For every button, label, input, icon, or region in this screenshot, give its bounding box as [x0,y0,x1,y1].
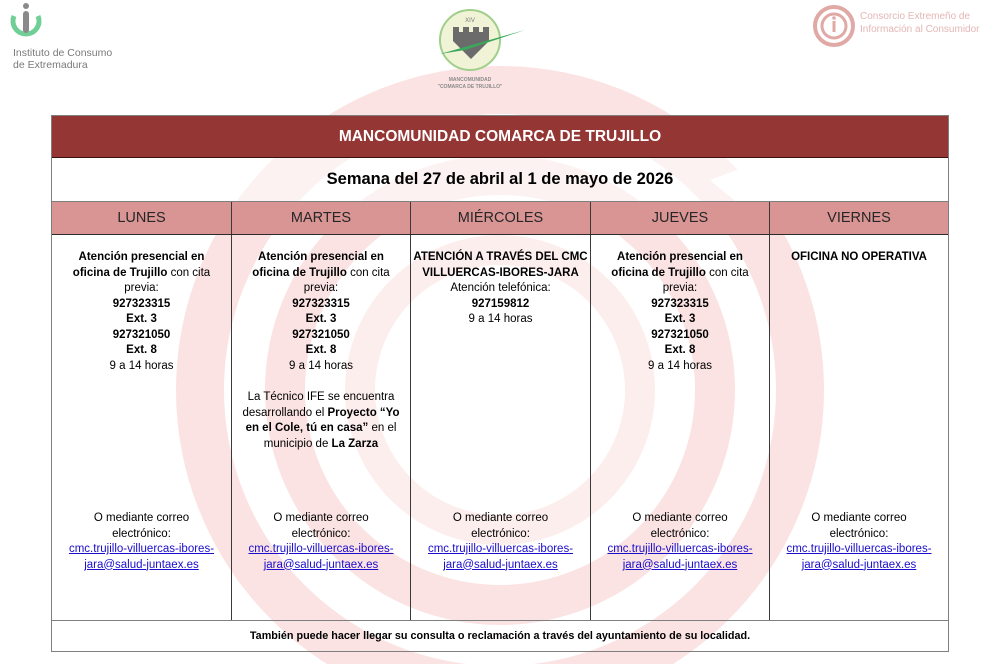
email-link[interactable]: cmc.trujillo-villuercas-ibores- jara@salud-juntaex.es [786,543,932,571]
ext-2: Ext. 8 [305,344,337,356]
office-closed-status: OFICINA NO OPERATIVA [791,251,927,263]
presencial-heading: Atención presencial en oficina de Trujillo [72,251,205,279]
ext-1: Ext. 3 [305,313,337,325]
hours: 9 a 14 horas [289,359,353,372]
presencial-note: con cita previa: [662,266,749,294]
day-header-lunes: LUNES [52,202,232,234]
email-link[interactable]: cmc.trujillo-villuercas-ibores- jara@salud-juntaex.es [427,543,574,571]
hours: 9 a 14 horas [468,313,533,325]
email-block [52,511,231,573]
presencial-note: con cita previa: [303,266,390,294]
schedule-body-row [52,235,948,621]
cell-viernes [770,235,948,620]
phone-2: 927321050 [112,328,171,341]
schedule-table [51,115,949,652]
castle-emblem-icon [425,2,565,76]
info-circle-icon [8,2,44,44]
phone-1: 927323315 [651,297,709,310]
cmc-heading-2: VILLUERCAS-IBORES-JARA [422,266,579,279]
ext-2: Ext. 8 [126,344,157,356]
email-link[interactable]: cmc.trujillo-villuercas-ibores- jara@salud-juntaex.es [248,543,394,571]
cmc-heading-1: ATENCIÓN A TRAVÉS DEL CMC [413,251,588,263]
email-intro-2: electrónico: [829,527,889,540]
email-intro-2: electrónico: [291,527,351,540]
cell-jueves [591,235,770,620]
logo-center-line1: MANCOMUNIDAD [448,77,492,83]
logo-right-line2: Información al Consumidor [860,24,980,35]
email-intro-1: O mediante correo [273,512,369,524]
ext-1: Ext. 3 [664,313,696,325]
email-block [232,511,410,573]
footer-note: También puede hacer llegar su consulta o reclamación a través del ayuntamiento de su localidad. [249,630,751,642]
logo-consorcio [812,4,1000,54]
logo-mancomunidad [425,2,575,98]
cell-martes [232,235,411,620]
phone-label: Atención telefónica: [450,282,551,294]
email-block [411,511,590,573]
logo-center-line2: "COMARCA DE TRUJILLO" [437,84,503,90]
presencial-note: con cita previa: [124,266,211,294]
email-intro-1: O mediante correo [632,512,728,524]
logo-left-line1: Instituto de Consumo [13,47,113,59]
ext-1: Ext. 3 [126,313,157,325]
email-link[interactable]: cmc.trujillo-villuercas-ibores- jara@salud-juntaex.es [607,543,753,571]
hours: 9 a 14 horas [648,359,712,372]
email-intro-1: O mediante correo [93,512,190,524]
email-link[interactable]: cmc.trujillo-villuercas-ibores- jara@salud-juntaex.es [68,543,215,571]
hours: 9 a 14 horas [109,359,174,372]
phone-cmc: 927159812 [471,297,530,310]
phone-1: 927323315 [112,297,171,310]
cell-lunes [52,235,232,620]
email-intro-1: O mediante correo [452,512,549,524]
email-block [591,511,769,573]
days-header-row [52,202,948,235]
logo-instituto-consumo [6,2,146,77]
svg-text:XIV: XIV [465,18,475,24]
email-block [770,511,948,573]
day-header-viernes: VIERNES [827,210,891,226]
phone-1: 927323315 [292,297,350,310]
consorcio-rings-icon [812,4,858,50]
cell-miercoles [411,235,591,620]
ife-project-note: La Técnico IFE se encuentra desarrollando el Proyecto “Yo en el Cole, tú en casa” en el municipio de La Zarza [242,391,400,450]
email-intro-1: O mediante correo [811,512,907,524]
presencial-heading: Atención presencial en oficina de Trujillo [611,251,743,279]
day-header-martes: MARTES [232,202,411,234]
email-intro-2: electrónico: [471,527,530,540]
email-intro-2: electrónico: [650,527,710,540]
phone-2: 927321050 [292,328,350,341]
phone-2: 927321050 [651,328,709,341]
day-header-miercoles: MIÉRCOLES [411,202,591,234]
ext-2: Ext. 8 [664,344,696,356]
week-range: Semana del 27 de abril al 1 de mayo de 2026 [52,158,948,202]
email-intro-2: electrónico: [112,527,171,540]
logo-right-line1: Consorcio Extremeño de [860,11,971,22]
day-header-jueves: JUEVES [591,202,770,234]
logo-left-line2: de Extremadura [13,59,88,71]
schedule-title: MANCOMUNIDAD COMARCA DE TRUJILLO [52,116,948,158]
presencial-heading: Atención presencial en oficina de Trujillo [252,251,384,279]
